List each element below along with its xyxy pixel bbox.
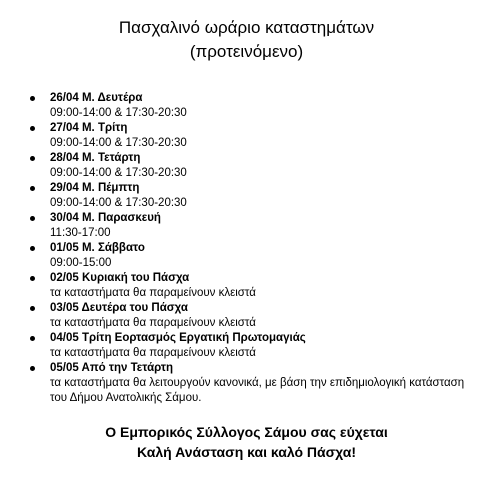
bullet-icon — [30, 96, 35, 101]
title-line-1: Πασχαλινό ωράριο καταστημάτων — [118, 18, 375, 37]
schedule-item-date: 03/05 Δευτέρα του Πάσχα — [50, 302, 188, 314]
greeting-line-2: Καλή Ανάσταση και καλό Πάσχα! — [137, 444, 356, 460]
schedule-item-note: τα καταστήματα θα παραμείνουν κλειστά — [50, 317, 256, 329]
bullet-icon — [30, 246, 35, 251]
schedule-item-hours: 09:00-14:00 & 17:30-20:30 — [50, 137, 187, 149]
schedule-item-note: τα καταστήματα θα παραμείνουν κλειστά — [50, 287, 256, 299]
bullet-icon — [30, 306, 35, 311]
document-title — [0, 16, 493, 64]
bullet-icon — [30, 276, 35, 281]
schedule-item — [30, 181, 480, 211]
schedule-item-date: 28/04 Μ. Τετάρτη — [50, 152, 141, 164]
schedule-item-note: τα καταστήματα θα παραμείνουν κλειστά — [50, 347, 256, 359]
schedule-item-hours: 09:00-14:00 & 17:30-20:30 — [50, 167, 187, 179]
schedule-item-date: 01/05 Μ. Σάββατο — [50, 242, 145, 254]
schedule-item-date: 29/04 Μ. Πέμπτη — [50, 182, 140, 194]
bullet-icon — [30, 336, 35, 341]
schedule-item — [30, 211, 480, 241]
schedule-item-hours: 11:30-17:00 — [50, 227, 111, 239]
bullet-icon — [30, 186, 35, 191]
greeting-footer — [0, 422, 493, 462]
schedule-item-date: 27/04 Μ. Τρίτη — [50, 122, 128, 134]
schedule-item-date: 26/04 Μ. Δευτέρα — [50, 92, 143, 104]
bullet-icon — [30, 216, 35, 221]
schedule-item-date: 02/05 Κυριακή του Πάσχα — [50, 272, 190, 284]
schedule-item-hours: 09:00-15:00 — [50, 257, 112, 269]
schedule-item-hours: 09:00-14:00 & 17:30-20:30 — [50, 107, 187, 119]
schedule-item — [30, 241, 480, 271]
bullet-icon — [30, 126, 35, 131]
schedule-item — [30, 301, 480, 331]
schedule-item — [30, 91, 480, 121]
greeting-line-1: Ο Εμπορικός Σύλλογος Σάμου σας εύχεται — [105, 424, 388, 440]
schedule-item — [30, 331, 480, 361]
schedule-item-date: 04/05 Τρίτη Εορτασμός Εργατική Πρωτομαγιάς — [50, 332, 306, 344]
schedule-item — [30, 151, 480, 181]
schedule-item-date: 30/04 Μ. Παρασκευή — [50, 212, 161, 224]
schedule-item — [30, 121, 480, 151]
schedule-item-date: 05/05 Από την Τετάρτη — [50, 362, 174, 374]
title-line-2: (προτεινόμενο) — [189, 42, 304, 61]
bullet-icon — [30, 366, 35, 371]
schedule-item — [30, 361, 480, 406]
schedule-item-hours: 09:00-14:00 & 17:30-20:30 — [50, 197, 187, 209]
schedule-list — [30, 91, 480, 406]
bullet-icon — [30, 156, 35, 161]
schedule-item — [30, 271, 480, 301]
schedule-item-note: τα καταστήματα θα λειτουργούν κανονικά, με βάση την επιδημιολογική κατάσταση του Δήμου Ανατολικής Σάμου. — [50, 377, 465, 404]
